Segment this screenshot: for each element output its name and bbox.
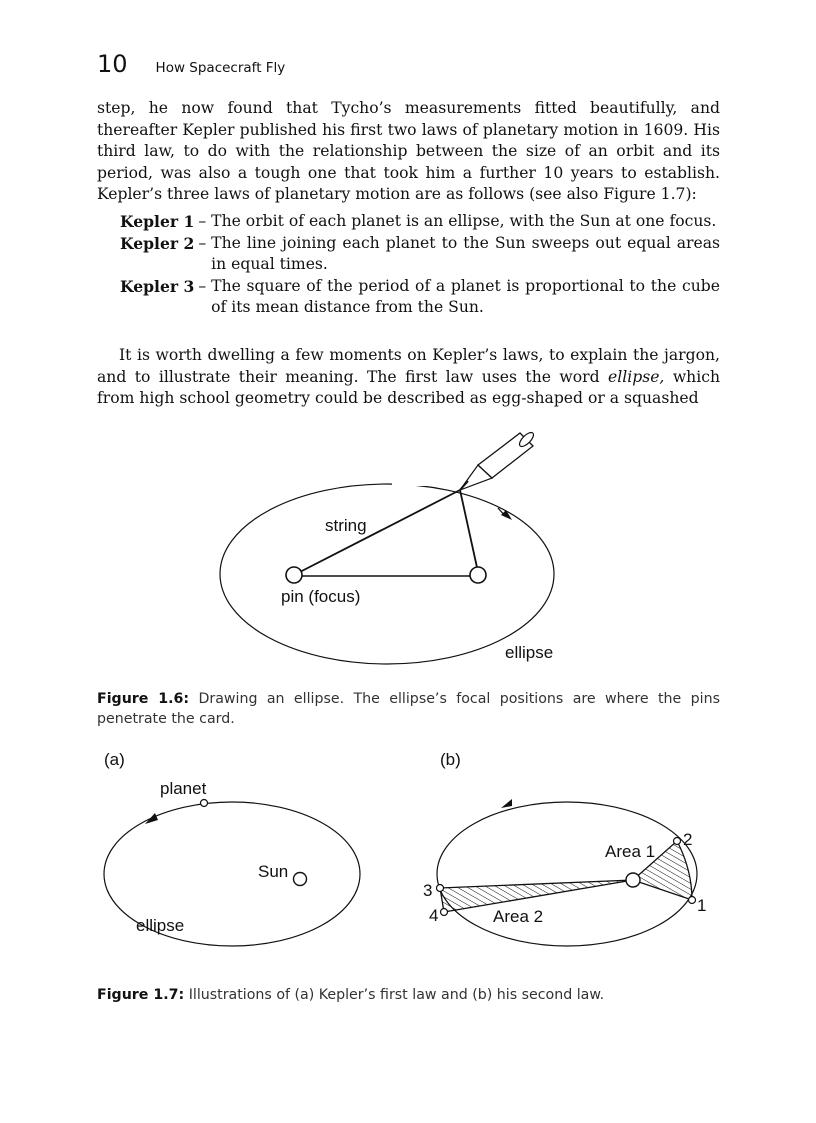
ellipse-curve: [220, 484, 554, 664]
area-2-label: Area 2: [493, 907, 544, 926]
figure-1-6-caption: [97, 689, 720, 729]
area-1-label: Area 1: [605, 842, 656, 861]
sun-label: Sun: [258, 862, 289, 881]
figure-1-7b: [423, 750, 706, 946]
pencil-icon: [460, 430, 536, 490]
law-text: The orbit of each planet is an ellipse, with the Sun at one focus.: [211, 212, 717, 230]
figure-1-7-caption: [97, 985, 720, 1005]
panel-b-tag: (b): [440, 750, 461, 769]
pin-focus-right: [470, 567, 486, 583]
orbit-direction-arrow: [145, 813, 158, 824]
caption-text: Drawing an ellipse. The ellipse’s focal positions are where the pins penetrate the card.: [97, 691, 720, 727]
point-3-label: 3: [423, 881, 433, 900]
pin-focus-left: [286, 567, 302, 583]
paragraph-text-after: which from high school geometry could be described as egg-shaped or a squashed: [97, 367, 720, 407]
panel-a-tag: (a): [104, 750, 125, 769]
law-dash: –: [198, 212, 207, 230]
page-number: 10: [97, 50, 128, 78]
sun-marker-b: [626, 873, 640, 887]
string-line-right: [460, 490, 478, 572]
string-line: [294, 490, 460, 575]
caption-label: Figure 1.7:: [97, 987, 185, 1003]
point-2-label: 2: [683, 830, 693, 849]
point-1-label: 1: [697, 896, 707, 915]
law-label: Kepler 1: [120, 212, 195, 231]
law-label: Kepler 2: [120, 233, 195, 253]
law-dash: –: [198, 233, 207, 252]
paragraph-text-before: It is worth dwelling a few moments on Kepler’s laws, to explain the jargon, and to illustrate their meaning. The first law uses the word: [97, 346, 720, 386]
law-text: The line joining each planet to the Sun sweeps out equal areas in equal times.: [211, 233, 720, 273]
point-4-label: 4: [429, 906, 439, 925]
planet-marker: [201, 800, 208, 807]
point-1-marker: [689, 897, 696, 904]
ellipse-label-a: ellipse: [136, 916, 185, 935]
pin-focus-label: pin (focus): [281, 587, 361, 606]
ellipse-emphasis: ellipse,: [608, 367, 665, 386]
point-2-marker: [674, 838, 681, 845]
ellipse-label: ellipse: [505, 643, 554, 662]
direction-arrow: [501, 510, 512, 520]
law-text: The square of the period of a planet is proportional to the cube of its mean distance from the Sun.: [211, 276, 720, 316]
figure-1-7a: [104, 750, 360, 946]
caption-text: Illustrations of (a) Kepler’s first law and (b) his second law.: [184, 987, 605, 1003]
orbit-direction-arrow-b: [501, 799, 512, 808]
ellipse-gap: [392, 478, 452, 486]
figure-1-6: [220, 430, 554, 664]
string-label: string: [325, 516, 367, 535]
caption-label: Figure 1.6:: [97, 691, 190, 707]
book-title: How Spacecraft Fly: [155, 60, 286, 76]
law-label: Kepler 3: [120, 276, 195, 296]
point-3-marker: [437, 885, 444, 892]
sun-marker: [294, 873, 307, 886]
law-dash: –: [198, 276, 207, 295]
planet-label: planet: [160, 779, 207, 798]
paragraph-kepler-intro: step, he now found that Tycho’s measurements fitted beautifully, and thereafter Kepler published his first two laws of planetary motion in 1609. His third law, to do with the relationship between the size of an orbit and its period, was also a tough one that took him a further 10 years to establish. Kepler’s three laws of planetary motion are as follows (see also Figure 1.7):: [97, 99, 720, 203]
point-4-marker: [441, 909, 448, 916]
